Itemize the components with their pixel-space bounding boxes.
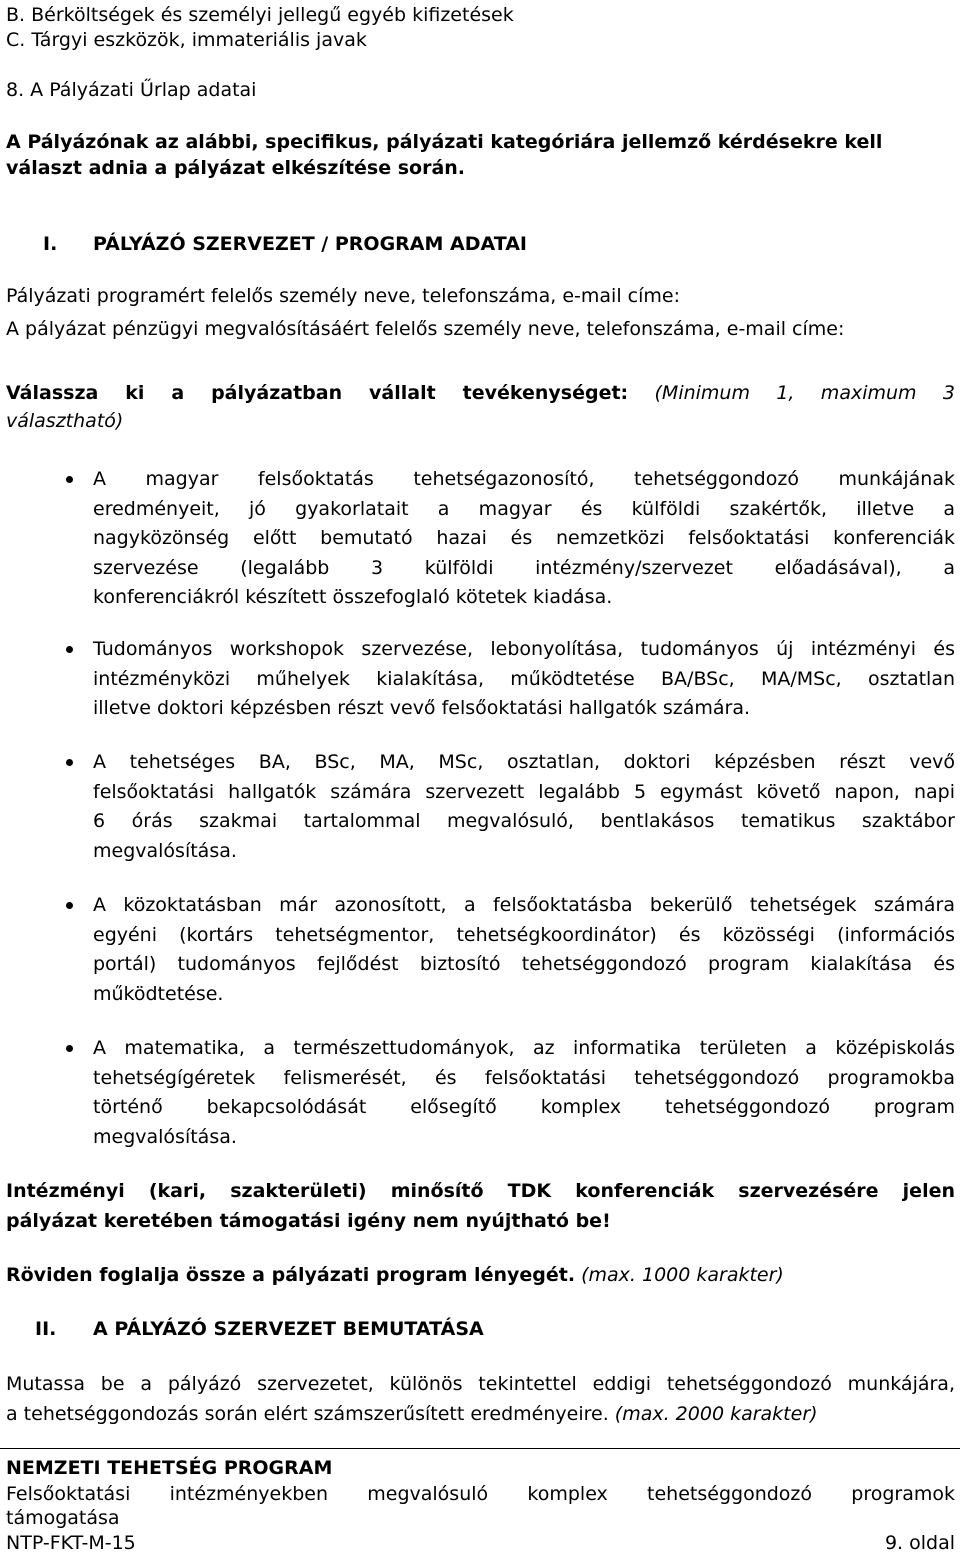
section2-number: II.: [35, 1318, 57, 1340]
bullet-line: nagyközönség előtt bemutató hazai és nemzetközi felsőoktatási konferenciák: [93, 527, 955, 549]
field-finance-contact: A pályázat pénzügyi megvalósításáért felelős személy neve, telefonszáma, e-mail címe:: [6, 318, 845, 340]
budget-item-c: C. Tárgyi eszközök, immateriális javak: [6, 29, 367, 51]
bullet-line: működtetése.: [93, 982, 224, 1005]
footer-program-name: NEMZETI TEHETSÉG PROGRAM: [6, 1457, 333, 1479]
bullet-line: történő bekapcsolódását elősegítő komplex tehetséggondozó program: [93, 1096, 955, 1118]
section1-title: PÁLYÁZÓ SZERVEZET / PROGRAM ADATAI: [93, 233, 527, 255]
activity-prompt-italic: (Minimum 1, maximum 3: [654, 382, 955, 404]
footer-page-number: 9. oldal: [884, 1532, 955, 1554]
field-program-contact: Pályázati programért felelős személy neve, telefonszáma, e-mail címe:: [6, 285, 680, 307]
activity-bullet-4[interactable]: [93, 891, 955, 1009]
bullet-line: megvalósítása.: [93, 1125, 237, 1148]
org-prompt-line2: [6, 1401, 818, 1427]
bullet-line: Tudományos workshopok szervezése, lebonyolítása, tudományos új intézményi és: [93, 638, 955, 660]
summary-prompt-bold: Röviden foglalja össze a pályázati program lényegét.: [6, 1264, 576, 1286]
footer-subtitle-line2: támogatása: [6, 1507, 120, 1529]
activity-prompt-line2: választható): [6, 410, 124, 432]
bullet-line: tehetségígéretek felismerését, és felsőoktatási tehetséggondozó programokba: [93, 1066, 955, 1089]
activity-bullet-5[interactable]: [93, 1034, 955, 1152]
bullet-line: megvalósítása.: [93, 839, 237, 862]
intro-line-1: A Pályázónak az alábbi, specifikus, pályázati kategóriára jellemző kérdésekre kell: [6, 131, 883, 153]
bullet-line: egyéni (kortárs tehetségmentor, tehetségkoordinátor) és közösségi (információs: [93, 923, 955, 946]
bullet-icon: [66, 646, 73, 653]
bullet-line: illetve doktori képzésben részt vevő felsőoktatási hallgatók számára.: [93, 697, 751, 719]
bullet-icon: [66, 902, 73, 909]
activity-prompt-line1: [6, 380, 955, 406]
tdk-notice-line1: Intézményi (kari, szakterületi) minősítő TDK konferenciák szervezésére jelen: [6, 1180, 955, 1202]
bullet-line: A közoktatásban már azonosított, a felsőoktatásba bekerülő tehetségek számára: [93, 894, 955, 916]
bullet-line: A matematika, a természettudományok, az informatika területen a középiskolás: [93, 1037, 955, 1059]
footer-divider: [0, 1448, 960, 1449]
bullet-line: intézményközi műhelyek kialakítása, működtetése BA/BSc, MA/MSc, osztatlan: [93, 667, 955, 690]
activity-bullet-1[interactable]: [93, 465, 955, 613]
bullet-line: A magyar felsőoktatás tehetségazonosító, tehetséggondozó munkájának: [93, 468, 955, 490]
bullet-line: portál) tudományos fejlődést biztosító tehetséggondozó program kialakítása és: [93, 953, 955, 975]
section2-title: A PÁLYÁZÓ SZERVEZET BEMUTATÁSA: [93, 1318, 484, 1340]
bullet-icon: [66, 1045, 73, 1052]
org-prompt-text: a tehetséggondozás során elért számszerűsített eredményeire.: [6, 1403, 609, 1425]
section8-title: 8. A Pályázati Űrlap adatai: [6, 79, 257, 101]
bullet-icon: [66, 476, 73, 483]
bullet-line: konferenciákról készített összefoglaló kötetek kiadása.: [93, 586, 613, 608]
tdk-notice-line2: pályázat keretében támogatási igény nem nyújtható be!: [6, 1210, 611, 1232]
bullet-line: szervezése (legalább 3 külföldi intézmény/szervezet előadásával), a: [93, 556, 955, 579]
activity-bullet-2[interactable]: [93, 635, 955, 724]
org-prompt-italic: (max. 2000 karakter): [614, 1403, 818, 1425]
bullet-line: A tehetséges BA, BSc, MA, MSc, osztatlan, doktori képzésben részt vevő: [93, 751, 955, 773]
bullet-line: felsőoktatási hallgatók számára szervezett legalább 5 egymást követő napon, napi: [93, 780, 955, 803]
bullet-icon: [66, 759, 73, 766]
bullet-line: eredményeit, jó gyakorlatait a magyar és külföldi szakértők, illetve a: [93, 497, 955, 520]
intro-line-2: választ adnia a pályázat elkészítése során.: [6, 157, 466, 179]
org-prompt-line1: Mutassa be a pályázó szervezetet, különös tekintettel eddigi tehetséggondozó munkájára,: [6, 1373, 955, 1395]
activity-prompt-bold: Válassza ki a pályázatban vállalt tevékenységet:: [6, 382, 629, 404]
budget-item-b: B. Bérköltségek és személyi jellegű egyéb kifizetések: [6, 4, 514, 26]
footer-subtitle-line1: Felsőoktatási intézményekben megvalósuló komplex tehetséggondozó programok: [6, 1483, 955, 1505]
summary-prompt: [6, 1262, 784, 1288]
footer-doc-code: NTP-FKT-M-15: [6, 1532, 136, 1554]
activity-bullet-3[interactable]: [93, 748, 955, 866]
bullet-line: 6 órás szakmai tartalommal megvalósuló, bentlakásos tematikus szaktábor: [93, 810, 955, 832]
section1-number: I.: [43, 233, 58, 255]
summary-prompt-italic: (max. 1000 karakter): [581, 1264, 784, 1286]
